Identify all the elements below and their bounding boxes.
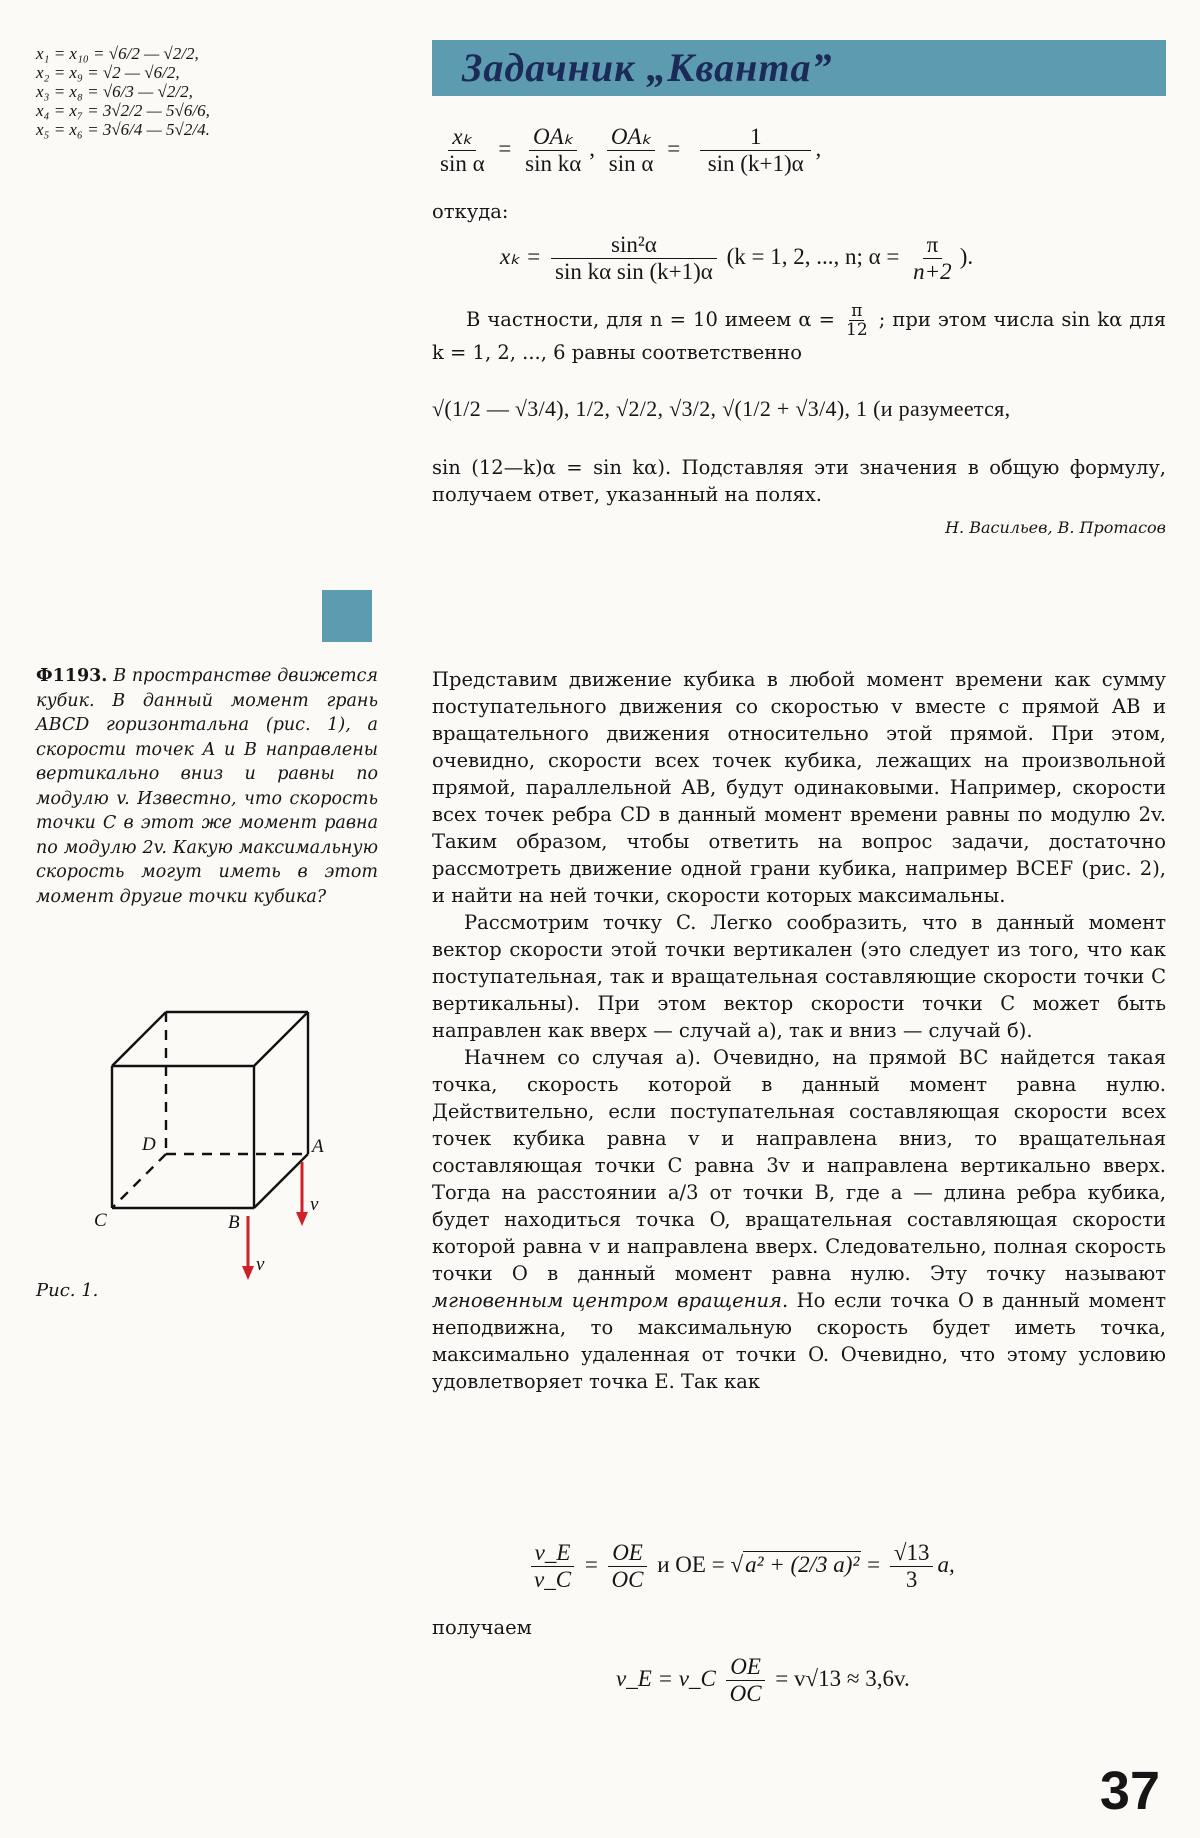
solution-text: [432, 666, 1166, 1395]
margin-eq-4: x₄ = x₇ = 3√2/2 — 5√6/6,: [36, 101, 210, 120]
para1-a: В частности, для n = 10 имеем α =: [466, 308, 835, 331]
solution-p1: Представим движение кубика в любой момент времени как сумму поступательного движения со скоростью v вместе с прямой AB и вращательного движения относительно этой прямой. При этом, очевидно, скорости всех точек кубика, лежащих на произвольной прямой, параллельной AB, будут одинаковыми. Например, скорости всех точек ребра CD в данный момент времени равны по модулю 2v. Таким образом, чтобы ответить на вопрос задачи, достаточно рассмотреть движение одной грани кубика, например BCEF (рис. 2), и найти на ней точки, скорости которых максимальны.: [432, 668, 1166, 907]
para-substitution: sin (12—k)α = sin kα). Подставляя эти значения в общую формулу, получаем ответ, указанный на полях.: [432, 456, 1166, 506]
formula-ve-result: [616, 1654, 910, 1707]
solution-p3-b: . Но если точка O в данный момент неподвижна, то максимальную скорость будет иметь точка, максимально удаленная от точки O. Очевидно, что этому условию удовлетворяет точка E. Так как: [432, 1289, 1166, 1393]
figure-caption: Рис. 1.: [36, 1280, 99, 1301]
margin-eq-3: x₃ = x₈ = √6/3 — √2/2,: [36, 82, 193, 101]
f4-num: OE: [726, 1654, 765, 1681]
cube-figure: [90, 1000, 370, 1290]
problem-text: В пространстве движется кубик. В данный момент грань ABCD горизонтальна (рис. 1), а скорости точек A и B направлены вертикально вниз и равны по модулю v. Известно, что скорость точки C в этот же момент равна по модулю 2v. Какую максимальную скорость могут иметь в этот момент другие точки кубика?: [36, 666, 378, 907]
problem-label: Ф1193.: [36, 666, 108, 686]
f2-cond-end: ).: [959, 243, 974, 269]
label-B: B: [228, 1212, 240, 1233]
f3-a-den: v_C: [534, 1567, 572, 1592]
obtain-label: получаем: [432, 1616, 532, 1639]
f4-den: OC: [729, 1681, 762, 1706]
label-v-b: v: [256, 1254, 265, 1275]
label-v-a: v: [310, 1194, 319, 1215]
f3-c-num: √13: [890, 1540, 934, 1567]
f3-b-den: OC: [611, 1567, 644, 1592]
problem-statement: [36, 664, 378, 909]
formula-xk: [500, 232, 973, 285]
f1-d-den: sin (k+1)α: [707, 151, 804, 176]
f2-num: sin²α: [551, 232, 717, 259]
section-marker: [322, 590, 372, 642]
f1-b-num: OAₖ: [529, 124, 577, 151]
f2-den: sin kα sin (k+1)α: [555, 259, 713, 284]
f2-cond-num: π: [923, 232, 943, 259]
header-title: Задачник „Кванта”: [462, 45, 833, 90]
f3-and: и OE =: [657, 1551, 725, 1577]
para-special-case: [432, 302, 1166, 366]
f3-a-num: v_E: [531, 1540, 575, 1567]
f2-cond-den: n+2: [913, 259, 952, 284]
margin-eq-5: x₅ = x₆ = 3√6/4 — 5√2/4.: [36, 120, 210, 139]
whence-label: откуда:: [432, 200, 509, 223]
f2-cond: (k = 1, 2, ..., n; α =: [726, 243, 900, 269]
f3-b-num: OE: [608, 1540, 647, 1567]
label-A: A: [312, 1136, 324, 1157]
velocity-arrowhead-a: [296, 1212, 308, 1226]
solution-p3: [432, 1044, 1166, 1395]
para1-den: 12: [846, 320, 868, 340]
f1-a-den: sin α: [440, 151, 485, 176]
solution-p2: Рассмотрим точку C. Легко сообразить, что в данный момент вектор скорости этой точки вертикален (это следует из того, что как поступательная, так и вращательная составляющие скорости точки C вертикальны). При этом вектор скорости точки C может быть направлен как вверх — случай а), так и вниз — случай б).: [432, 911, 1166, 1042]
f1-c-den: sin α: [608, 151, 654, 176]
cube-hidden-edge: [112, 1154, 166, 1208]
solution-p3-a: Начнем со случая а). Очевидно, на прямой BC найдется такая точка, скорость которой в данный момент равна нулю. Действительно, если поступательная составляющая скорости всех точек кубика равна v и направлена вниз, то вращательная составляющая точки C равна 3v и направлена вертикально вверх. Тогда на расстоянии a/3 от точки B, где a — длина ребра кубика, будет находиться точка O, вращательная составляющая скорости которой равна v и направлена вверх. Следовательно, полная скорость точки O в данный момент равна нулю. Эту точку называют: [432, 1046, 1166, 1285]
page-number: 37: [1099, 1761, 1160, 1821]
f1-d-num: 1: [700, 124, 812, 151]
margin-equations: [36, 44, 356, 139]
label-C: C: [94, 1210, 107, 1231]
f2-lhs: xₖ =: [500, 243, 542, 269]
para1-b: ; при этом числа sin kα для k = 1, 2, ..., 6 равны соответственно: [432, 308, 1166, 364]
label-D: D: [142, 1134, 156, 1155]
solution-p3-em: мгновенным центром вращения: [432, 1289, 782, 1312]
f3-c-den: 3: [905, 1567, 918, 1592]
sin-values-line: √(1/2 — √3/4), 1/2, √2/2, √3/2, √(1/2 + √3/4), 1 (и разумеется,: [432, 396, 1011, 421]
f1-b-den: sin kα: [525, 151, 582, 176]
f1-c-num: OAₖ: [607, 124, 655, 151]
formula-ve-ratio: $\frac{v\_E}{v\_C}$ = $\frac{OE}{OC}$ и OE = √a² + (2/3 a)² = $\frac{√13}{3}$ a,: [526, 1540, 955, 1593]
cube-edge: [112, 1012, 166, 1066]
para1-num: π: [851, 301, 863, 321]
f3-tail: a,: [937, 1551, 955, 1577]
cube-edge: [254, 1012, 308, 1066]
cube-edge: [254, 1154, 308, 1208]
f3-root: a² + (2/3 a)²: [745, 1551, 860, 1577]
f4-rhs: = v√13 ≈ 3,6v.: [775, 1665, 910, 1691]
velocity-arrowhead-b: [242, 1266, 254, 1280]
f3-eq: =: [867, 1551, 881, 1577]
margin-eq-2: x₂ = x₉ = √2 — √6/2,: [36, 63, 180, 82]
margin-eq-1: x₁ = x₁₀ = √6/2 — √2/2,: [36, 44, 199, 63]
f4-lhs: v_E = v_C: [616, 1665, 716, 1691]
f1-a-num: xₖ: [448, 124, 476, 151]
authors: Н. Васильев, В. Протасов: [945, 518, 1166, 537]
formula-ratio: $\frac{\text{xₖ}}{\text{sin α}}$ = $\frac{\text{OAₖ}}{\text{sin kα}}$ , $\frac{\text{OAₖ}}{\text{sin α}}$ = $\frac{1}{\sin (k+1)\alpha}$ ,: [432, 124, 821, 177]
